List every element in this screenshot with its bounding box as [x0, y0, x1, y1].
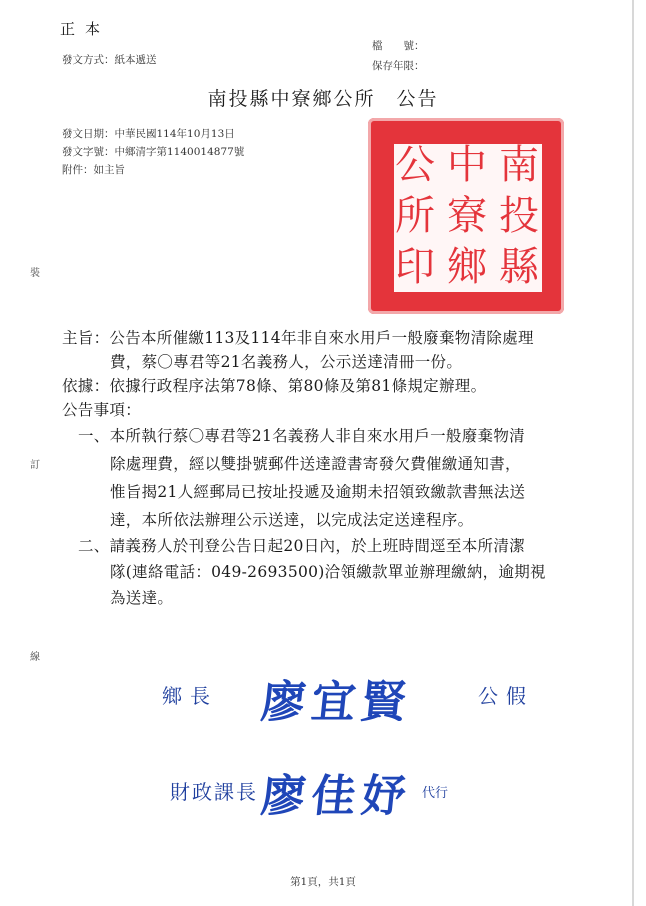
seal-char: 印	[395, 244, 435, 290]
seal-char: 寮	[447, 193, 487, 239]
finance-chief-signature: 廖佳妤	[258, 771, 415, 822]
item-1-line: 一、本所執行蔡〇專君等21名義務人非自來水用戶一般廢棄物清	[78, 427, 525, 445]
binding-mark-line: 線	[30, 652, 40, 663]
items-heading: 公告事項：	[62, 401, 142, 419]
item-2-line: 隊(連絡電話：049-2693500)洽領繳款單並辦理繳納，逾期視	[110, 563, 546, 581]
seal-char: 鄉	[447, 244, 487, 290]
basis-line: 依據：依據行政程序法第78條、第80條及第81條規定辦理。	[62, 377, 487, 395]
document-title: 南投縣中寮鄉公所 公告	[207, 88, 439, 110]
seal-char: 投	[499, 193, 539, 239]
seal-char: 公	[395, 142, 435, 188]
seal-char: 中	[447, 142, 487, 188]
seal-char: 縣	[499, 244, 539, 290]
item-2-line: 二、請義務人於刊登公告日起20日內，於上班時間逕至本所清潔	[78, 537, 525, 555]
scan-edge-line	[632, 0, 634, 906]
mayor-leave-note: 公假	[478, 684, 534, 708]
file-number-label: 檔 號：	[372, 40, 425, 52]
binding-mark-bind: 裝	[30, 268, 40, 279]
official-seal	[368, 118, 564, 314]
seal-char: 南	[499, 142, 539, 188]
mayor-title: 鄉長	[162, 684, 218, 708]
document-number: 發文字號：中鄉清字第1140014877號	[62, 146, 245, 158]
item-1-line: 達，本所依法辦理公示送達，以完成法定送達程序。	[110, 511, 474, 529]
seal-char: 所	[395, 193, 435, 239]
item-1-line: 惟旨揭21人經郵局已按址投遞及逾期未招領致繳款書無法送	[110, 483, 526, 501]
subject-line: 費，蔡〇專君等21名義務人，公示送達清冊一份。	[110, 353, 463, 371]
dispatch-method: 發文方式：紙本遞送	[62, 54, 157, 66]
mayor-signature: 廖宜賢	[258, 677, 415, 728]
finance-chief-title: 財政課長	[170, 780, 258, 804]
issue-date: 發文日期：中華民國114年10月13日	[62, 128, 235, 140]
copy-mark: 正本	[60, 20, 111, 38]
attachment: 附件：如主旨	[62, 164, 125, 176]
subject-line: 主旨：公告本所催繳113及114年非自來水用戶一般廢棄物清除處理	[62, 329, 534, 347]
acting-note: 代行	[422, 786, 449, 801]
page-number: 第1頁，共1頁	[290, 876, 356, 888]
item-2-line: 為送達。	[110, 589, 174, 607]
binding-mark-staple: 訂	[30, 460, 40, 471]
item-1-line: 除處理費，經以雙掛號郵件送達證書寄發欠費催繳通知書，	[110, 455, 521, 473]
retention-label: 保存年限：	[372, 60, 425, 72]
